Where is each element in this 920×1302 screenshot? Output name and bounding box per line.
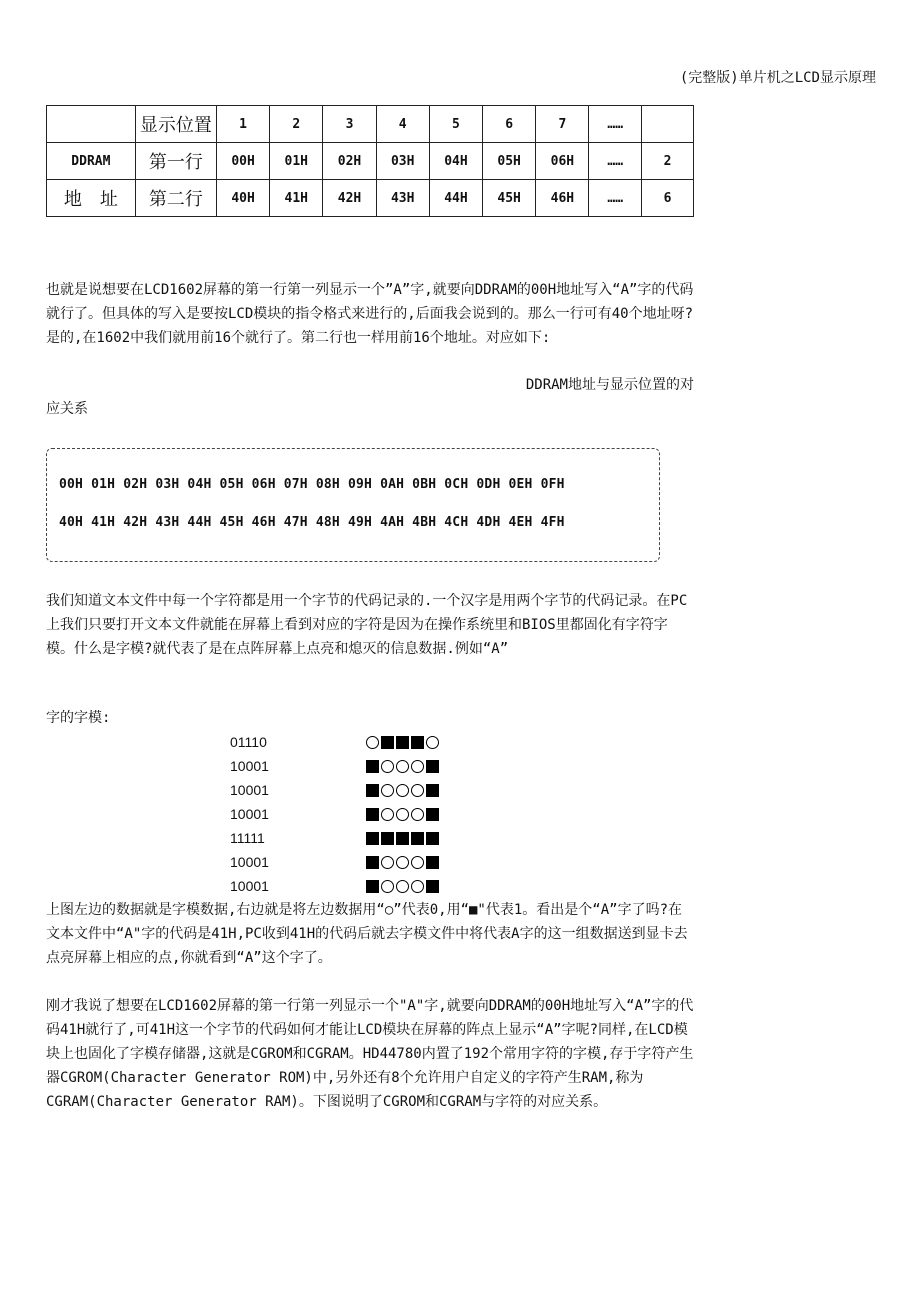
font-row-bits: 10001 [230, 878, 269, 894]
table-row [47, 143, 694, 180]
font-row [230, 778, 439, 802]
ddram-row-2-addresses: 40H 41H 42H 43H 44H 45H 46H 47H 48H 49H 4AH 4BH 4CH 4DH 4EH 4FH [59, 515, 565, 530]
font-label: 字的字模: [46, 710, 111, 726]
row-label: 第一行 [135, 143, 216, 180]
column-header [642, 106, 694, 143]
ddram-group-label: DDRAM [47, 143, 136, 180]
address-cell: 03H [376, 143, 429, 180]
filled-square-icon [366, 760, 379, 773]
hollow-circle-icon [381, 856, 394, 869]
address-cell: 46H [536, 180, 589, 217]
table-row [47, 180, 694, 217]
font-row-dots [366, 808, 439, 821]
font-row-dots [366, 736, 439, 749]
address-cell: 6 [642, 180, 694, 217]
hollow-circle-icon [411, 880, 424, 893]
filled-square-icon [366, 808, 379, 821]
address-cell: 2 [642, 143, 694, 180]
address-cell: 41H [270, 180, 323, 217]
hollow-circle-icon [396, 760, 409, 773]
address-cell: 40H [216, 180, 269, 217]
filled-square-icon [426, 760, 439, 773]
filled-square-icon [366, 832, 379, 845]
filled-square-icon [366, 784, 379, 797]
column-header: 1 [216, 106, 269, 143]
filled-square-icon [411, 736, 424, 749]
column-header: …… [589, 106, 642, 143]
filled-square-icon [426, 880, 439, 893]
hollow-circle-icon [381, 760, 394, 773]
paragraph-cgrom-cgram: 刚才我说了想要在LCD1602屏幕的第一行第一列显示一个"A"字,就要向DDRAM的00H地址写入“A”字的代码41H就行了,可41H这一个字节的代码如何才能让LCD模块在屏幕的阵点上显示“A”字呢?同样,在LCD模块上也固化了字模存储器,这就是CGROM和CGRAM。HD44780内置了192个常用字符的字模,存于字符产生器CGROM(Character Generator ROM)中,另外还有8个允许用户自定义的字符产生RAM,称为CGRAM(Character Generator RAM)。下图说明了CGROM和CGRAM与字符的对应关系。 [46, 998, 694, 1110]
filled-square-icon [366, 880, 379, 893]
address-cell: 45H [483, 180, 536, 217]
font-row [230, 874, 439, 898]
column-header: 7 [536, 106, 589, 143]
column-header: 2 [270, 106, 323, 143]
font-row [230, 802, 439, 826]
filled-square-icon [396, 832, 409, 845]
hollow-circle-icon [396, 808, 409, 821]
hollow-circle-icon [381, 880, 394, 893]
font-row-dots [366, 856, 439, 869]
hollow-circle-icon [396, 856, 409, 869]
address-cell: 00H [216, 143, 269, 180]
font-row [230, 826, 439, 850]
font-row-bits: 01110 [230, 734, 267, 750]
ddram-row-1-addresses: 00H 01H 02H 03H 04H 05H 06H 07H 08H 09H 0AH 0BH 0CH 0DH 0EH 0FH [59, 477, 565, 492]
address-cell: 04H [429, 143, 482, 180]
address-cell: 06H [536, 143, 589, 180]
page-header-title: (完整版)单片机之LCD显示原理 [679, 70, 876, 86]
filled-square-icon [381, 736, 394, 749]
font-row-bits: 10001 [230, 758, 269, 774]
font-row-bits: 10001 [230, 806, 269, 822]
address-cell: 44H [429, 180, 482, 217]
address-cell: 42H [323, 180, 376, 217]
display-position-header: 显示位置 [135, 106, 216, 143]
address-group-label: 地 址 [47, 180, 136, 217]
font-row-dots [366, 760, 439, 773]
filled-square-icon [426, 808, 439, 821]
filled-square-icon [426, 832, 439, 845]
hollow-circle-icon [426, 736, 439, 749]
column-header: 3 [323, 106, 376, 143]
filled-square-icon [366, 856, 379, 869]
caption-ddram-mapping-cont: 应关系 [46, 401, 88, 417]
font-row [230, 850, 439, 874]
hollow-circle-icon [396, 880, 409, 893]
filled-square-icon [411, 832, 424, 845]
ddram-address-map-box [46, 448, 660, 562]
font-row-bits: 11111 [230, 830, 265, 846]
font-row [230, 730, 439, 754]
hollow-circle-icon [411, 760, 424, 773]
character-font-grid [230, 730, 439, 898]
address-cell: …… [589, 143, 642, 180]
font-row-bits: 10001 [230, 854, 269, 870]
hollow-circle-icon [366, 736, 379, 749]
paragraph-font-intro: 我们知道文本文件中每一个字符都是用一个字节的代码记录的.一个汉字是用两个字节的代码记录。在PC上我们只要打开文本文件就能在屏幕上看到对应的字符是因为在操作系统里和BIOS里都固化有字符字模。什么是字模?就代表了是在点阵屏幕上点亮和熄灭的信息数据.例如“A” [46, 593, 688, 657]
filled-square-icon [426, 784, 439, 797]
address-cell: 01H [270, 143, 323, 180]
column-header: 6 [483, 106, 536, 143]
hollow-circle-icon [411, 856, 424, 869]
hollow-circle-icon [411, 808, 424, 821]
address-cell: 43H [376, 180, 429, 217]
table-header-row [47, 106, 694, 143]
hollow-circle-icon [381, 784, 394, 797]
font-row-bits: 10001 [230, 782, 269, 798]
table-corner-cell [47, 106, 136, 143]
font-row [230, 754, 439, 778]
row-label: 第二行 [135, 180, 216, 217]
address-cell: 05H [483, 143, 536, 180]
hollow-circle-icon [396, 784, 409, 797]
hollow-circle-icon [411, 784, 424, 797]
font-row-dots [366, 880, 439, 893]
address-cell: …… [589, 180, 642, 217]
paragraph-font-explanation: 上图左边的数据就是字模数据,右边就是将左边数据用“○”代表0,用“■"代表1。看出是个“A”字了吗?在文本文件中“A"字的代码是41H,PC收到41H的代码后就去字模文件中将代表A字的这一组数据送到显卡去点亮屏幕上相应的点,你就看到“A”这个字了。 [46, 902, 688, 966]
caption-ddram-mapping: DDRAM地址与显示位置的对 [525, 377, 694, 393]
column-header: 4 [376, 106, 429, 143]
address-cell: 02H [323, 143, 376, 180]
paragraph-ddram-intro: 也就是说想要在LCD1602屏幕的第一行第一列显示一个”A”字,就要向DDRAM的00H地址写入“A”字的代码就行了。但具体的写入是要按LCD模块的指令格式来进行的,后面我会说到的。那么一行可有40个地址呀?是的,在1602中我们就用前16个就行了。第二行也一样用前16个地址。对应如下: [46, 282, 694, 346]
filled-square-icon [381, 832, 394, 845]
column-header: 5 [429, 106, 482, 143]
filled-square-icon [426, 856, 439, 869]
ddram-address-table [46, 105, 694, 217]
font-row-dots [366, 784, 439, 797]
font-row-dots [366, 832, 439, 845]
filled-square-icon [396, 736, 409, 749]
hollow-circle-icon [381, 808, 394, 821]
